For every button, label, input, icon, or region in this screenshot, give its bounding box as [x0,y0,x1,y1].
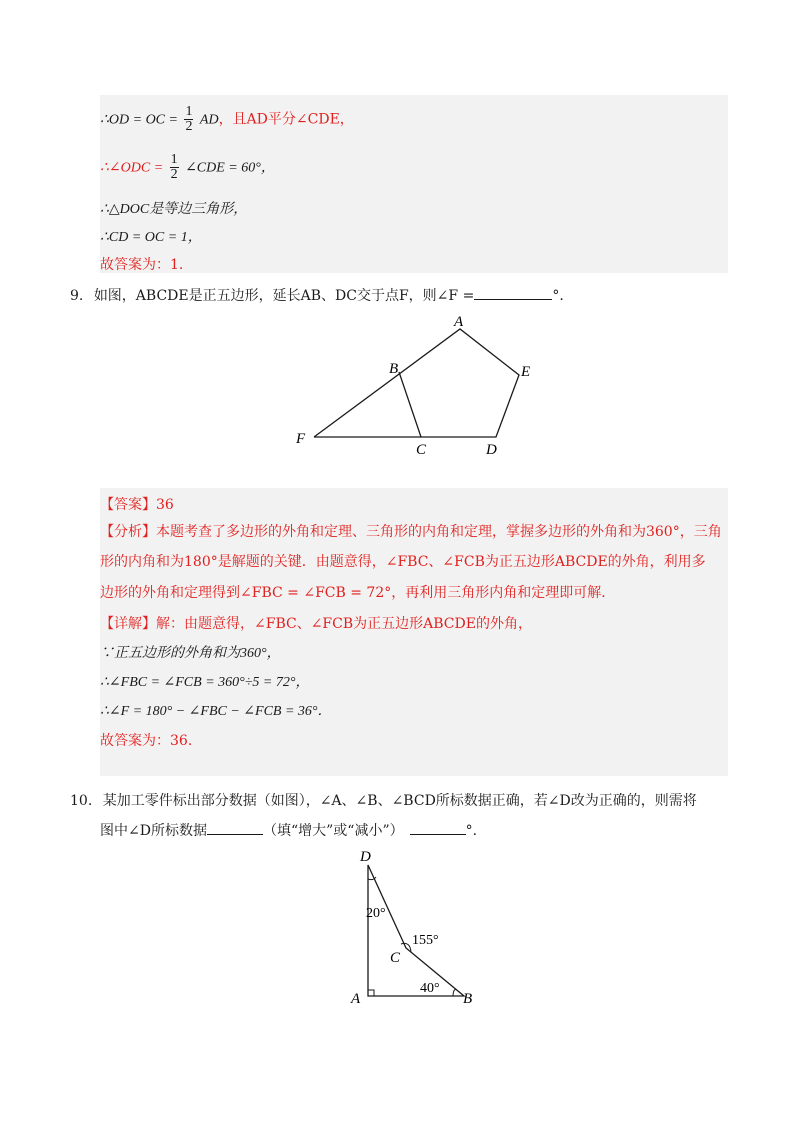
point-a-label: A [454,314,464,330]
question-10-text: 某加工零件标出部分数据（如图），∠A、∠B、∠BCD所标数据正确，若∠D改为正确的，则需将 [102,793,697,809]
solution-line-1-part-a: ∴OD = OC = [100,112,178,128]
solution-line-1-part-c: ，且AD平分∠CDE， [218,111,354,128]
question-9-text: 如图，ABCDE是正五边形，延长AB、DC交于点F，则∠F = [93,288,475,304]
previous-solution-block [100,95,728,273]
point-c-label: C [416,442,427,458]
analysis-line-3: 边形的外角和定理得到∠FBC = ∠FCB = 72°，再利用三角形内角和定理即可解． [100,585,616,601]
solution-line-3: ∴△DOC是等边三角形， [100,202,248,217]
detail-line-2: ∵正五边形的外角和为360°， [100,646,281,661]
question-number: 10. [70,793,93,809]
point-a-label: A [351,991,361,1007]
answer-line: 【答案】36 [100,497,174,513]
point-c-label: C [390,950,401,966]
detail-line-5: 故答案为：36. [100,733,193,749]
angle-b-value: 40° [420,981,440,996]
fraction-one-half: $\frac{1}{2}$ [185,104,193,134]
point-d-label: D [486,442,497,458]
angle-d-value: 20° [366,906,386,921]
point-f-label: F [296,431,306,447]
detail-line-3: ∴∠FBC = ∠FCB = 360°÷5 = 72°， [100,675,310,690]
question-10-text-c: °. [465,823,478,839]
point-d-label: D [360,849,371,865]
pentagon-outline [314,329,519,437]
point-b-label: B [463,991,473,1007]
detail-line-4: ∴∠F = 180° − ∠FBC − ∠FCB = 36°． [100,704,332,719]
solution-line-2 [100,153,275,182]
solution-line-2-part-a: ∴∠ODC = [100,160,164,176]
analysis-line-2: 形的内角和为180°是解题的关键．由题意得，∠FBC、∠FCB为正五边形ABCDE的外角，利用多 [100,554,706,570]
solution-line-1-part-b: AD [199,112,219,128]
fraction-one-half: $\frac{1}{2}$ [170,152,178,182]
pentagon-figure [290,310,550,462]
workpiece-figure [340,845,485,1010]
right-angle-mark [368,990,374,996]
question-9-text-end: °. [552,288,564,304]
question-10-line-1 [70,790,697,810]
workpiece-outline [368,865,464,996]
question-10-text-b: （填“增大”或“减小”） [262,823,404,839]
answer-block [100,488,728,776]
question-9 [70,285,564,305]
question-10-line-2 [100,820,477,840]
analysis-line-1: 【分析】本题考查了多边形的外角和定理、三角形的内角和定理，掌握多边形的外角和为360°，三角 [100,524,722,540]
point-b-label: B [389,361,399,377]
angle-c-value: 155° [412,933,439,948]
solution-line-4: ∴CD = OC = 1， [100,230,202,245]
answer-blank-degrees[interactable] [410,822,466,835]
question-10-text-a: 图中∠D所标数据 [100,823,207,839]
answer-blank[interactable] [474,287,552,300]
angle-b-arc [453,989,456,996]
solution-line-1 [100,105,354,134]
answer-blank-direction[interactable] [207,822,263,835]
detail-line-1: 【详解】解：由题意得，∠FBC、∠FCB为正五边形ABCDE的外角， [100,616,532,632]
solution-line-2-part-b: ∠CDE = 60°， [185,160,275,176]
point-e-label: E [521,364,531,380]
question-number: 9. [70,288,84,304]
solution-line-5: 故答案为：1. [100,257,184,273]
